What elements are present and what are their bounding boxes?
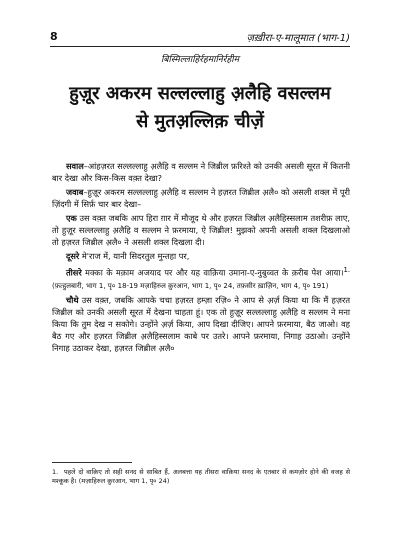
- chapter-title: [50, 80, 350, 136]
- paragraph-answer: [52, 186, 350, 210]
- third-label: तीसरे: [66, 267, 82, 278]
- chapter-title-line-2: से मुतअ़ल्लिक़ चीज़ें: [136, 111, 264, 132]
- footnote-number: 1.: [52, 468, 59, 476]
- paragraph-third: [52, 264, 350, 292]
- running-head: ज़ख़ीरा-ए-मालूमात (भाग-1): [246, 33, 350, 44]
- second-label: दूसरे: [66, 251, 80, 261]
- footnote-rule: [52, 462, 132, 463]
- paragraph-fourth: [52, 294, 350, 354]
- paragraph-question: [52, 160, 350, 184]
- first-text: उस वक़्त जबकि आप हिरा ग़ार में मौजूद थे और हज़रत जिब्रील अ़लैहिस्सलाम तशरीफ़ लाए, तो हुज़ूर सल्लल्लाहु अ़लैहि व सल्लम ने फ़रमाया, ऐ जिब्रील! मुझको अपनी असली शक्ल दिखलाओ तो हज़रत जिब्रील अ़लै० ने असली शक्ल दिखला दी।: [52, 213, 350, 247]
- chapter-title-line-1: हुज़ूर अकरम सल्लल्लाहु अ़लैहि वसल्लम: [69, 83, 331, 104]
- footnote-marker: 1.: [343, 266, 350, 274]
- fourth-label: चौथे: [66, 294, 79, 305]
- page-header: [50, 28, 350, 47]
- question-label: सवाल: [66, 161, 84, 171]
- paragraph-first: [52, 212, 350, 248]
- answer-label: जवाब: [66, 187, 84, 197]
- first-label: एक: [66, 213, 77, 223]
- paragraph-second: [52, 250, 350, 262]
- third-text: मक्का के मक़ाम अजयाद पर और यह वाक़िया उमाना-ए-नुबुव्वत के क़रीब पेश आया।: [81, 267, 344, 278]
- third-reference: (फ़त्हुलबारी, भाग 1, पृ० 18-19 मज़ाहिरुल क़ुरआन, भाग 1, पृ० 24, तफ़सीर ख़ाज़िन, भाग 4, पृ० 191): [52, 281, 329, 290]
- fourth-text: उस वक़्त, जबकि आपके चचा हज़रत हम्ज़ा रज़ि० ने आप से अ़र्ज़ किया था कि मैं हज़रत जिब्रील को उनकी असली सूरत में देखना चाहता हूं। एक तो हुज़ूर सल्लल्लाहु अ़लैहि व सल्लम ने मना किया कि तुम देख न सकोगे। उन्होंने अ़र्ज़ किया, आप दिखा दीजिए। आपने फ़रमाया, बैठ जाओ। वह बैठ गए और हज़रत जिब्रील अ़लैहिस्सलाम काबे पर उतरे। आपने फ़रमाया, निगाह उठाओ। उन्होंने निगाह उठाकर देखा, हज़रत जिब्रील अ़लै०: [52, 294, 350, 353]
- question-text: –आंहज़रत सल्लल्लाहु अ़लैहि व सल्लम ने जिब्रील फ़रिश्ते को उनकी असली सूरत में कितनी बार देखा और किस-किस वक़्त देखा?: [52, 161, 351, 183]
- footnote-text: पहले दो वाक़िए तो सही सनद से साबित हैं, अलबत्ता यह तीसरा वाक़िया सनद के एतबार से कमज़ोर होने की वजह से मश्कूक है। (मज़ाहिरुल क़ुरआन, भाग 1, पृ० 24): [52, 468, 350, 485]
- bismillah: बिस्मिल्लाहिर्रहमानिर्रहीम: [161, 55, 239, 65]
- answer-text: –हुज़ूर अकरम सल्लल्लाहु अ़लैहि व सल्लम ने हज़रत जिब्रील अ़लै० को असली शक्ल में पूरी ज़िंदगी में सिर्फ़ चार बार देखा–: [52, 187, 350, 209]
- footnote: [52, 468, 350, 486]
- body-text: [52, 160, 350, 356]
- second-text: मे'राज में, यानी सिदरतुल मुन्तहा पर,: [79, 251, 190, 261]
- page-number: 8: [50, 30, 58, 43]
